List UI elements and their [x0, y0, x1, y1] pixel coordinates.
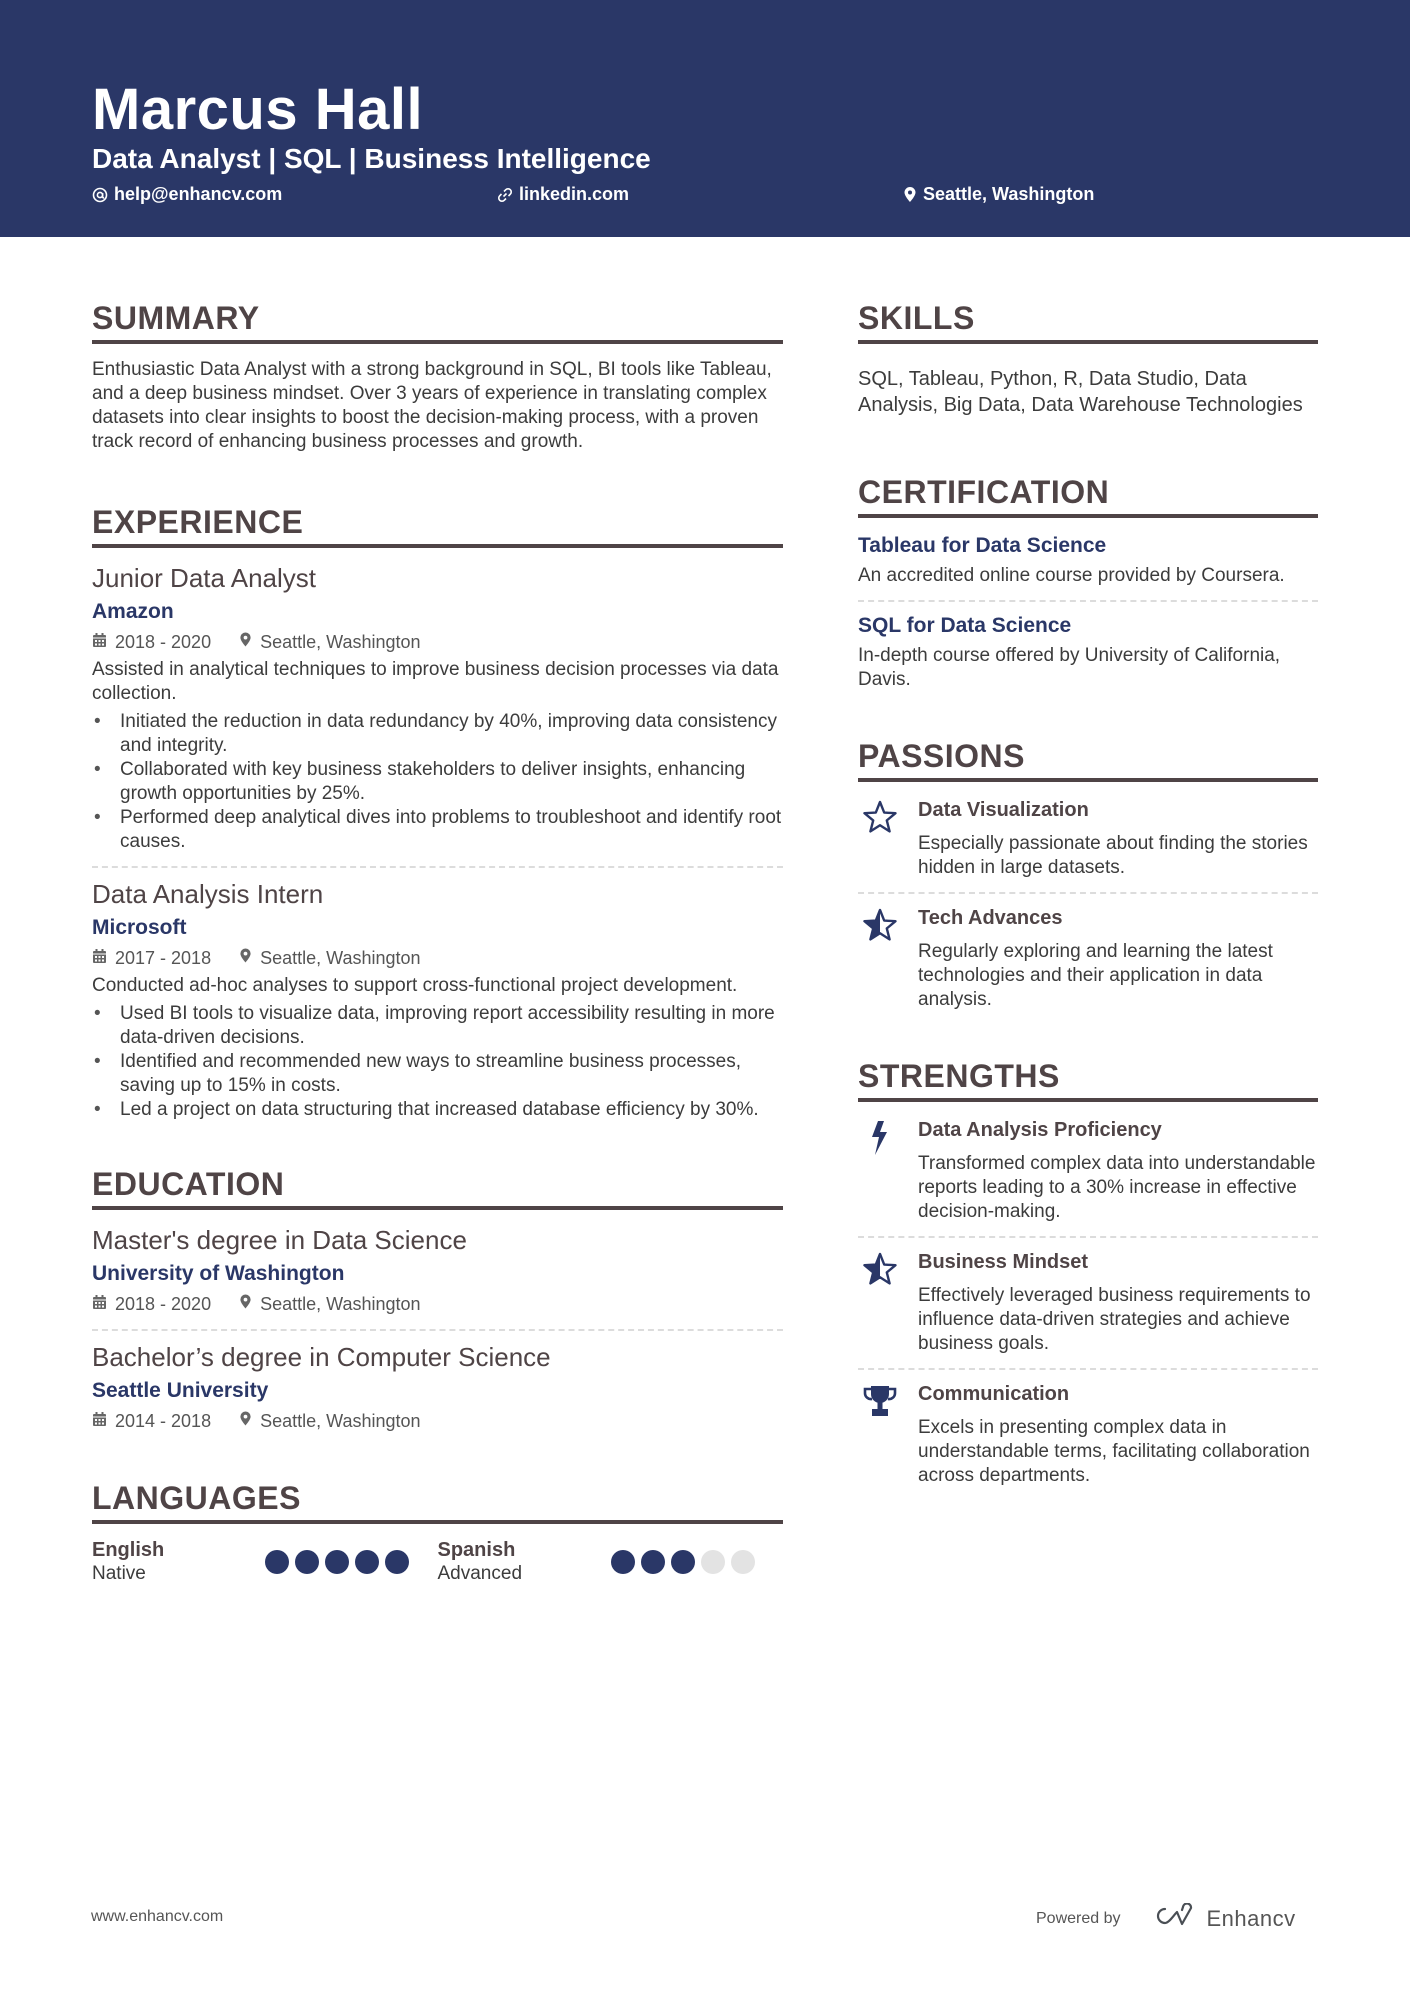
certification-title: Tableau for Data Science [858, 534, 1107, 557]
star-half-icon [862, 1273, 898, 1290]
summary-section [92, 300, 783, 454]
certification-description: An accredited online course provided by Coursera. [858, 565, 1285, 586]
rating-dot-filled [295, 1550, 319, 1574]
strength-item [858, 1248, 1318, 1356]
experience-item [92, 878, 783, 1122]
rating-dot-filled [671, 1550, 695, 1574]
divider [858, 892, 1318, 894]
job-description: Assisted in analytical techniques to improve business decision processes via data collection. [92, 659, 779, 704]
education-item [92, 1224, 783, 1317]
enhancv-brand: Enhancv [1206, 1905, 1296, 1931]
languages-heading: LANGUAGES [92, 1480, 783, 1524]
summary-text: Enthusiastic Data Analyst with a strong background in SQL, BI tools like Tableau, and a deep business mindset. Over 3 years of experience in translating complex datasets into clear insights to boost the decision-making process, with a proven track record of enhancing business processes and growth. [92, 359, 772, 452]
education-item [92, 1341, 783, 1434]
rating-dot-filled [325, 1550, 349, 1574]
language-name: Spanish [437, 1539, 516, 1561]
degree: Bachelor’s degree in Computer Science [92, 1342, 551, 1372]
rating-dot-filled [641, 1550, 665, 1574]
experience-item [92, 562, 783, 854]
calendar-icon [92, 629, 107, 655]
location-pin-icon [239, 629, 252, 655]
job-meta [92, 945, 783, 971]
job-dates: 2017 - 2018 [115, 948, 212, 968]
language-level: Advanced [437, 1563, 523, 1584]
school-name: Seattle University [92, 1379, 269, 1402]
job-bullet: • Collaborated with key business stakeholders to deliver insights, enhancing growth opportunities by 25%. [92, 758, 783, 806]
language-item [92, 1538, 438, 1586]
languages-list [92, 1538, 783, 1586]
strength-item [858, 1380, 1318, 1488]
calendar-icon [92, 1291, 107, 1317]
skills-section [858, 300, 1318, 418]
education-dates: 2014 - 2018 [115, 1411, 212, 1431]
education-section [92, 1166, 783, 1434]
education-location: Seattle, Washington [260, 1294, 421, 1314]
calendar-icon [92, 945, 107, 971]
skills-heading: SKILLS [858, 300, 1318, 344]
rating-dot-empty [731, 1550, 755, 1574]
strength-item [858, 1116, 1318, 1224]
degree: Master's degree in Data Science [92, 1225, 467, 1255]
school-name: University of Washington [92, 1262, 345, 1285]
summary-heading: SUMMARY [92, 300, 783, 344]
calendar-icon [92, 1408, 107, 1434]
rating-dot-filled [385, 1550, 409, 1574]
powered-by-label: Powered by [1036, 1909, 1121, 1927]
star-half-icon [862, 929, 898, 946]
job-title: Junior Data Analyst [92, 563, 317, 593]
link-icon [497, 187, 513, 203]
job-bullet: • Performed deep analytical dives into problems to troubleshoot and identify root causes. [92, 806, 783, 854]
passion-item [858, 796, 1318, 880]
certification-item [858, 532, 1318, 588]
strength-title: Communication [918, 1383, 1070, 1405]
job-bullets [92, 1002, 783, 1122]
passions-section [858, 738, 1318, 1012]
contact-email-text: help@enhancv.com [114, 184, 283, 204]
lightning-bolt-icon [862, 1143, 898, 1160]
certification-section [858, 474, 1318, 692]
job-bullet: • Identified and recommended new ways to streamline business processes, saving up to 15% in costs. [92, 1050, 783, 1098]
certification-item [858, 612, 1318, 692]
language-rating [265, 1550, 409, 1574]
job-dates: 2018 - 2020 [115, 632, 212, 652]
job-title: Data Analysis Intern [92, 879, 324, 909]
job-description: Conducted ad-hoc analyses to support cross-functional project development. [92, 975, 738, 996]
location-pin-icon [239, 945, 252, 971]
language-rating [611, 1550, 755, 1574]
education-meta [92, 1291, 783, 1317]
location-pin-icon [239, 1408, 252, 1434]
contact-email[interactable] [92, 184, 282, 205]
job-meta [92, 629, 783, 655]
education-dates: 2018 - 2020 [115, 1294, 212, 1314]
strength-description: Excels in presenting complex data in understandable terms, facilitating collaboration across departments. [918, 1417, 1310, 1486]
resume-header [0, 0, 1410, 237]
divider [858, 1368, 1318, 1370]
job-bullet: • Led a project on data structuring that increased database efficiency by 30%. [92, 1098, 783, 1122]
contact-location [903, 184, 1094, 205]
footer-branding [1036, 1903, 1296, 1934]
passion-description: Especially passionate about finding the stories hidden in large datasets. [918, 833, 1308, 878]
certification-description: In-depth course offered by University of California, Davis. [858, 645, 1281, 690]
strengths-section [858, 1058, 1318, 1488]
company-name: Amazon [92, 600, 174, 623]
strength-title: Business Mindset [918, 1251, 1089, 1273]
experience-heading: EXPERIENCE [92, 504, 783, 548]
job-bullets [92, 710, 783, 854]
passion-item [858, 904, 1318, 1012]
job-location: Seattle, Washington [260, 948, 421, 968]
strength-description: Transformed complex data into understandable reports leading to a 30% increase in effective decision-making. [918, 1153, 1316, 1222]
certification-title: SQL for Data Science [858, 614, 1072, 637]
skills-list: SQL, Tableau, Python, R, Data Studio, Data Analysis, Big Data, Data Warehouse Technologies [858, 368, 1303, 416]
contact-location-text: Seattle, Washington [923, 184, 1095, 204]
passion-description: Regularly exploring and learning the latest technologies and their application in data analysis. [918, 941, 1273, 1010]
location-pin-icon [903, 186, 917, 203]
company-name: Microsoft [92, 916, 187, 939]
experience-section [92, 504, 783, 1122]
certification-heading: CERTIFICATION [858, 474, 1318, 518]
star-outline-icon [862, 821, 898, 838]
candidate-tagline: Data Analyst | SQL | Business Intelligence [92, 143, 651, 174]
strength-title: Data Analysis Proficiency [918, 1119, 1162, 1141]
language-item [438, 1538, 784, 1586]
candidate-name: Marcus Hall [92, 77, 424, 142]
left-column [92, 300, 783, 1634]
education-location: Seattle, Washington [260, 1411, 421, 1431]
job-bullet: • Initiated the reduction in data redundancy by 40%, improving data consistency and integrity. [92, 710, 783, 758]
job-bullet: • Used BI tools to visualize data, improving report accessibility resulting in more data-driven decisions. [92, 1002, 783, 1050]
divider [92, 1329, 783, 1331]
contact-linkedin-text: linkedin.com [519, 184, 630, 204]
footer-website[interactable]: www.enhancv.com [91, 1908, 224, 1925]
rating-dot-filled [611, 1550, 635, 1574]
passion-title: Data Visualization [918, 799, 1089, 821]
education-heading: EDUCATION [92, 1166, 783, 1210]
divider [858, 600, 1318, 602]
language-level: Native [92, 1563, 146, 1584]
job-location: Seattle, Washington [260, 632, 421, 652]
languages-section [92, 1480, 783, 1586]
rating-dot-filled [265, 1550, 289, 1574]
at-icon [92, 187, 108, 203]
rating-dot-filled [355, 1550, 379, 1574]
passion-title: Tech Advances [918, 907, 1063, 929]
right-column [858, 300, 1318, 1536]
strength-description: Effectively leveraged business requirements to influence data-driven strategies and achieve business goals. [918, 1285, 1311, 1354]
education-meta [92, 1408, 783, 1434]
contact-linkedin[interactable] [497, 184, 629, 205]
strengths-heading: STRENGTHS [858, 1058, 1318, 1102]
enhancv-logo-icon [1149, 1903, 1197, 1934]
language-name: English [92, 1539, 165, 1561]
passions-heading: PASSIONS [858, 738, 1318, 782]
rating-dot-empty [701, 1550, 725, 1574]
divider [858, 1236, 1318, 1238]
trophy-icon [862, 1405, 898, 1422]
location-pin-icon [239, 1291, 252, 1317]
divider [92, 866, 783, 868]
